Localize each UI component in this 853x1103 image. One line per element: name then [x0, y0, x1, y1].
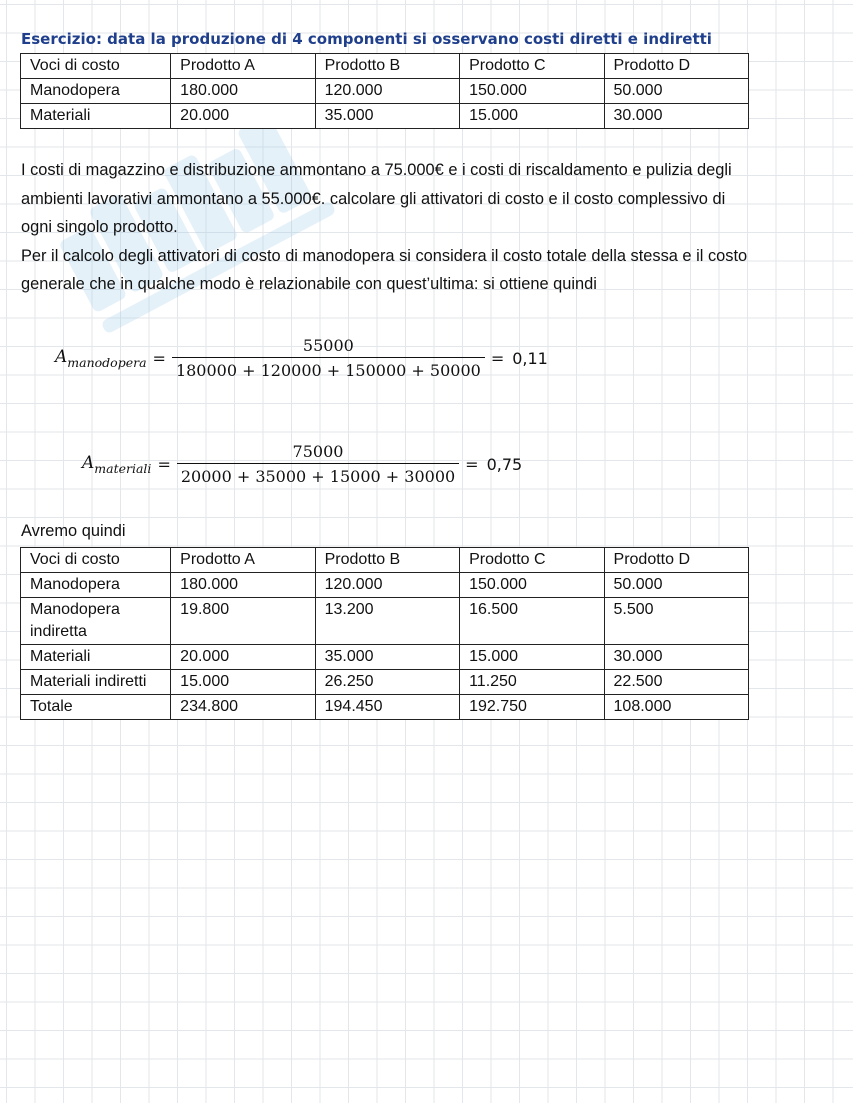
- table-cell: 16.500: [460, 598, 604, 645]
- table-cell: 50.000: [604, 573, 748, 598]
- table-cell: 194.450: [315, 695, 459, 720]
- cost-table-direct: [20, 53, 749, 129]
- formula-lhs: $A_{materiali}$: [82, 452, 152, 476]
- table-cell: Materiali: [21, 645, 171, 670]
- formula-numerator: 55000: [302, 336, 354, 355]
- formula-denominator: 20000 + 35000 + 15000 + 30000: [177, 463, 459, 486]
- table-cell: 20.000: [171, 104, 315, 129]
- table-cell: 50.000: [604, 79, 748, 104]
- table-header-cell: Prodotto D: [604, 54, 748, 79]
- table-cell: 20.000: [171, 645, 315, 670]
- table-cell: Materiali indiretti: [21, 670, 171, 695]
- table-cell: Manodopera: [21, 573, 171, 598]
- formula-result: 0,75: [486, 454, 523, 474]
- table-cell: 5.500: [604, 598, 748, 645]
- paragraph-method: Per il calcolo degli attivatori di costo di manodopera si considera il costo totale della stessa e il costo generale che in qualche modo è relazionabile con quest’ultima: si ottiene quindi: [21, 246, 748, 293]
- table-cell: 108.000: [604, 695, 748, 720]
- table-row: [21, 695, 749, 720]
- table-cell: 180.000: [171, 573, 315, 598]
- formula-lhs: $A_{manodopera}$: [55, 346, 147, 370]
- exercise-title: Esercizio: data la produzione di 4 componenti si osservano costi diretti e indiretti: [21, 30, 712, 48]
- table-cell: 22.500: [604, 670, 748, 695]
- table-cell: 35.000: [315, 104, 459, 129]
- formula-materiali: $A_{materiali}$ = $\frac{75000}{20000 + 35000 + 15000 + 30000}$ = 0,75: [82, 442, 523, 486]
- table-row: [21, 104, 749, 129]
- table-cell: 150.000: [460, 573, 604, 598]
- table-row: [21, 670, 749, 695]
- table-cell: 15.000: [460, 645, 604, 670]
- table-cell: Manodopera indiretta: [21, 598, 171, 645]
- table-cell: 19.800: [171, 598, 315, 645]
- table-cell: 234.800: [171, 695, 315, 720]
- table-header-cell: Prodotto B: [315, 54, 459, 79]
- table-cell: Manodopera: [21, 79, 171, 104]
- formula-result: 0,11: [512, 348, 548, 368]
- table-header-cell: Prodotto B: [315, 548, 459, 573]
- table-cell: 15.000: [460, 104, 604, 129]
- table-row: [21, 645, 749, 670]
- formula-fraction: [172, 336, 485, 380]
- table-row: [21, 79, 749, 104]
- table-row: [21, 573, 749, 598]
- paragraph-costs: I costi di magazzino e distribuzione ammontano a 75.000€ e i costi di riscaldamento e pulizia degli ambienti lavorativi ammontano a 55.000€. calcolare gli attivatori di costo e il costo complessivo di ogni singolo prodotto.: [21, 161, 732, 236]
- section-label: Avremo quindi: [21, 522, 126, 540]
- table-cell: 30.000: [604, 645, 748, 670]
- formula-denominator: 180000 + 120000 + 150000 + 50000: [172, 357, 485, 380]
- table-header-cell: Prodotto C: [460, 54, 604, 79]
- formula-manodopera: $A_{manodopera}$ = $\frac{55000}{180000 + 120000 + 150000 + 50000}$ = 0,11: [55, 336, 548, 380]
- table-cell: 11.250: [460, 670, 604, 695]
- cost-table-total: [20, 547, 749, 720]
- table-header-cell: Prodotto A: [171, 548, 315, 573]
- table-cell: Totale: [21, 695, 171, 720]
- table-cell: 192.750: [460, 695, 604, 720]
- table-cell: 120.000: [315, 79, 459, 104]
- table-cell: Materiali: [21, 104, 171, 129]
- table-cell: 13.200: [315, 598, 459, 645]
- table-header-cell: Voci di costo: [21, 548, 171, 573]
- table-header-row: [21, 548, 749, 573]
- table-header-row: [21, 54, 749, 79]
- table-cell: 15.000: [171, 670, 315, 695]
- table-header-cell: Voci di costo: [21, 54, 171, 79]
- table-header-cell: Prodotto C: [460, 548, 604, 573]
- table-cell: 180.000: [171, 79, 315, 104]
- table-cell: 26.250: [315, 670, 459, 695]
- formula-fraction: [177, 442, 459, 486]
- table-cell: 35.000: [315, 645, 459, 670]
- table-header-cell: Prodotto D: [604, 548, 748, 573]
- table-cell: 120.000: [315, 573, 459, 598]
- table-cell: 30.000: [604, 104, 748, 129]
- exercise-text: [21, 156, 751, 299]
- table-row: [21, 598, 749, 645]
- table-cell: 150.000: [460, 79, 604, 104]
- table-header-cell: Prodotto A: [171, 54, 315, 79]
- formula-numerator: 75000: [292, 442, 344, 461]
